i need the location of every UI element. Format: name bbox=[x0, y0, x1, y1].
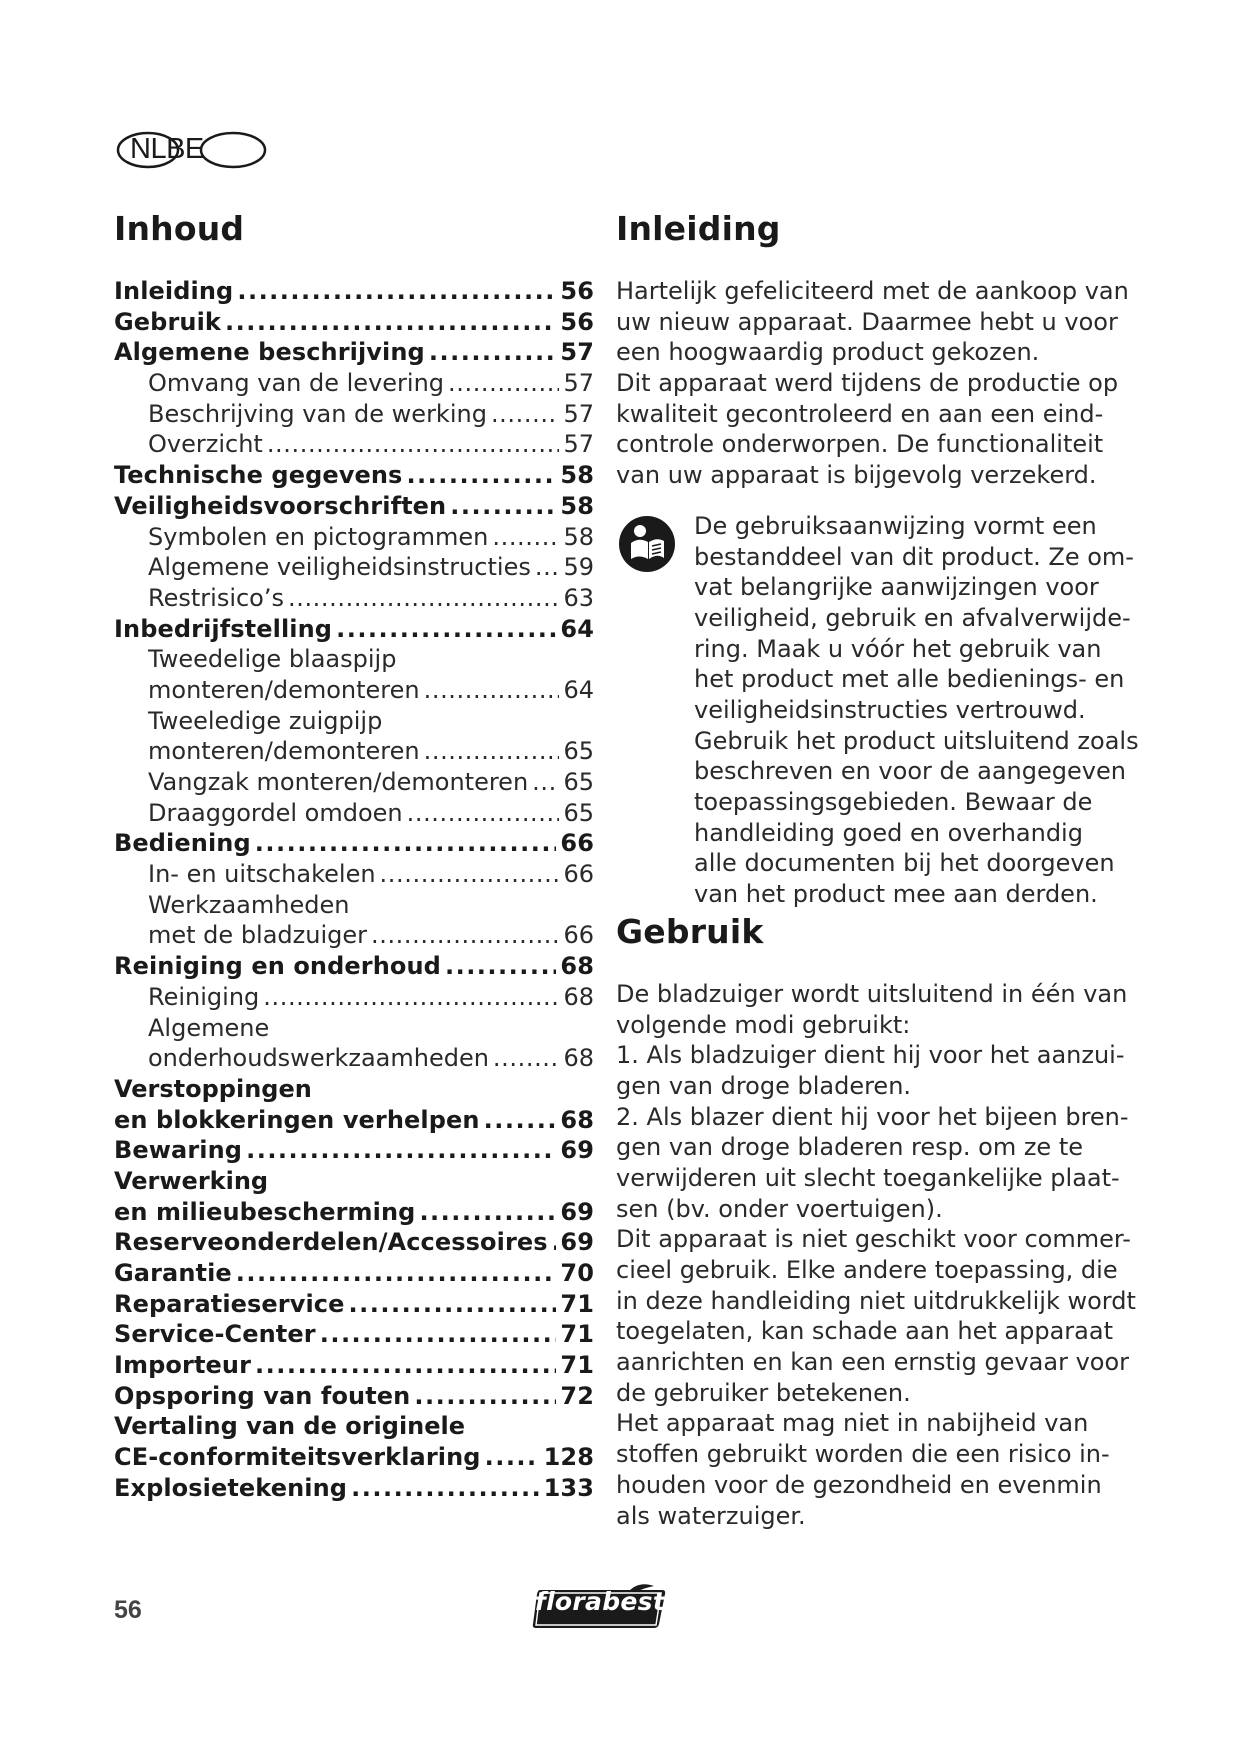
toc-entry-label: met de bladzuiger bbox=[148, 921, 367, 950]
text-line: Dit apparaat werd tijdens de productie op bbox=[616, 369, 1119, 398]
text-line: vat belangrijke aanwijzingen voor bbox=[694, 573, 1099, 602]
text-line: een hoogwaardig product gekozen. bbox=[616, 338, 1040, 367]
text-line: toegelaten, kan schade aan het apparaat bbox=[616, 1317, 1113, 1346]
text-line: bestanddeel van dit product. Ze om- bbox=[694, 542, 1134, 571]
toc-entry-label: Veiligheidsvoorschriften bbox=[114, 491, 447, 520]
page-number: 56 bbox=[114, 1596, 142, 1624]
toc-entry-page: 58 bbox=[560, 491, 594, 520]
toc-entry bbox=[114, 552, 594, 583]
toc-leader-dots bbox=[419, 1197, 556, 1228]
text-line: handleiding goed en overhandig bbox=[694, 818, 1083, 847]
toc-entry-label: Opsporing van fouten bbox=[114, 1381, 411, 1410]
toc-leader-dots bbox=[246, 1135, 556, 1166]
toc-entry-page: 68 bbox=[563, 1044, 594, 1073]
toc-leader-dots bbox=[535, 552, 560, 583]
toc-entry-label: Bediening bbox=[114, 829, 251, 858]
toc-entry bbox=[114, 675, 594, 706]
toc-entry-page: 71 bbox=[560, 1320, 594, 1349]
text-line: gen van droge bladeren resp. om ze te bbox=[616, 1133, 1083, 1162]
toc-entry-label: Algemene bbox=[148, 1013, 270, 1042]
toc-entry-label: monteren/demonteren bbox=[148, 675, 420, 704]
toc-leader-dots bbox=[336, 614, 556, 645]
toc-entry-page: 57 bbox=[563, 430, 594, 459]
section-title-inleiding: Inleiding bbox=[616, 209, 781, 248]
toc-entry-page: 63 bbox=[563, 583, 594, 612]
text-line: uw nieuw apparaat. Daarmee hebt u voor bbox=[616, 307, 1118, 336]
toc-entry-label: Inbedrijfstelling bbox=[114, 614, 333, 643]
toc-entry-page: 133 bbox=[543, 1473, 594, 1502]
toc-entry bbox=[114, 982, 594, 1013]
toc-entry-label: Importeur bbox=[114, 1351, 252, 1380]
toc-leader-dots bbox=[493, 1043, 560, 1074]
text-line: beschreven en voor de aangegeven bbox=[694, 757, 1126, 786]
manual-notice-text bbox=[694, 511, 1139, 910]
toc-entry-label: Reserveonderdelen/Accessoires bbox=[114, 1228, 548, 1257]
text-line: de gebruiker betekenen. bbox=[616, 1378, 911, 1407]
toc-entry bbox=[114, 583, 594, 614]
text-line: Het apparaat mag niet in nabijheid van bbox=[616, 1409, 1089, 1438]
toc-entry-label: en milieubescherming bbox=[114, 1197, 416, 1226]
toc-entry-label: Vangzak monteren/demonteren bbox=[148, 768, 529, 796]
toc-entry-label: Algemene veiligheidsinstructies bbox=[148, 553, 531, 582]
toc-entry bbox=[114, 491, 594, 522]
toc-title: Inhoud bbox=[114, 209, 245, 248]
toc-entry bbox=[114, 1289, 594, 1320]
toc-leader-dots bbox=[380, 859, 560, 890]
text-line: 2. Als blazer dient hij voor het bijeen bren- bbox=[616, 1102, 1129, 1131]
toc-entry-page: 58 bbox=[560, 461, 594, 490]
toc-entry-page: 58 bbox=[563, 522, 594, 551]
text-line: veiligheid, gebruik en afvalverwijde- bbox=[694, 603, 1131, 632]
toc-entry-label: Beschrijving van de werking bbox=[148, 399, 487, 428]
toc-entry-page: 57 bbox=[563, 369, 594, 398]
toc-entry-label: Reiniging bbox=[148, 982, 260, 1011]
text-line: het product met alle bedienings- en bbox=[694, 665, 1125, 694]
toc-leader-dots bbox=[450, 491, 556, 522]
toc-entry-page: 70 bbox=[560, 1259, 594, 1287]
language-badge bbox=[116, 130, 268, 170]
toc-leader-dots bbox=[237, 276, 556, 307]
text-line: 1. Als bladzuiger dient hij voor het aanzui- bbox=[616, 1041, 1125, 1070]
toc-entry bbox=[114, 767, 594, 798]
toc-leader-dots bbox=[267, 429, 560, 460]
text-line: Dit apparaat is niet geschikt voor commer- bbox=[616, 1225, 1131, 1254]
toc-entry bbox=[114, 276, 594, 307]
toc-entry-label: Inleiding bbox=[114, 277, 234, 305]
toc-entry-label: Bewaring bbox=[114, 1136, 243, 1165]
toc-leader-dots bbox=[225, 307, 556, 338]
toc-entry-page: 56 bbox=[560, 307, 594, 336]
toc-leader-dots bbox=[484, 1105, 557, 1136]
text-line: cieel gebruik. Elke andere toepassing, die bbox=[616, 1256, 1118, 1284]
toc-entry bbox=[114, 429, 594, 460]
toc-entry bbox=[114, 890, 594, 921]
toc-entry-label: Technische gegevens bbox=[114, 461, 403, 490]
toc-entry bbox=[114, 1319, 594, 1350]
toc-entry-label: Reiniging en onderhoud bbox=[114, 952, 441, 981]
toc-leader-dots bbox=[445, 951, 556, 982]
text-line: gen van droge bladeren. bbox=[616, 1071, 912, 1100]
text-line: in deze handleiding niet uitdrukkelijk wordt bbox=[616, 1286, 1136, 1315]
text-line: Gebruik het product uitsluitend zoals bbox=[694, 726, 1139, 755]
toc-entry-label: Omvang van de levering bbox=[148, 369, 445, 398]
toc-entry-page: 64 bbox=[560, 614, 594, 643]
toc-entry-page: 71 bbox=[560, 1289, 594, 1318]
toc-entry-label: Verstoppingen bbox=[114, 1074, 312, 1103]
toc-entry-label: Service-Center bbox=[114, 1320, 316, 1349]
toc-leader-dots bbox=[371, 920, 559, 951]
toc-entry bbox=[114, 399, 594, 430]
text-line: verwijderen uit slecht toegankelijke plaat- bbox=[616, 1163, 1120, 1192]
toc-entry-label: Algemene beschrijving bbox=[114, 338, 425, 367]
toc-entry-label: en blokkeringen verhelpen bbox=[114, 1105, 480, 1134]
text-line: houden voor de gezondheid en evenmin bbox=[616, 1470, 1102, 1499]
text-line: van het product mee aan derden. bbox=[694, 880, 1098, 909]
toc-entry-label: Werkzaamheden bbox=[148, 890, 350, 919]
toc-entry-label: Tweedelige blaaspijp bbox=[148, 645, 397, 674]
toc-entry-page: 57 bbox=[563, 399, 594, 428]
text-line: controle onderworpen. De functionaliteit bbox=[616, 430, 1104, 459]
toc-entry-page: 66 bbox=[563, 921, 594, 950]
toc-entry-page: 64 bbox=[563, 675, 594, 704]
toc-list bbox=[114, 276, 594, 1504]
toc-entry-page: 68 bbox=[560, 1105, 594, 1134]
toc-entry bbox=[114, 614, 594, 645]
toc-entry-page: 65 bbox=[563, 768, 594, 796]
text-line: ring. Maak u vóór het gebruik van bbox=[694, 634, 1102, 663]
manual-notice bbox=[616, 511, 1139, 909]
brand-name: florabest bbox=[534, 1587, 666, 1616]
toc-entry-page: 66 bbox=[563, 860, 594, 889]
toc-entry bbox=[114, 828, 594, 859]
toc-leader-dots bbox=[255, 828, 557, 859]
text-line: aanrichten en kan een ernstig gevaar voor bbox=[616, 1348, 1129, 1377]
toc-entry bbox=[114, 798, 594, 829]
toc-leader-dots bbox=[424, 675, 560, 706]
inleiding-paragraph bbox=[616, 276, 1129, 491]
toc-leader-dots bbox=[255, 1350, 556, 1381]
toc-leader-dots bbox=[351, 1473, 540, 1504]
toc-entry-page: 56 bbox=[560, 277, 594, 305]
toc-entry bbox=[114, 307, 594, 338]
toc-entry-label: Tweeledige zuigpijp bbox=[148, 706, 383, 735]
toc-entry bbox=[114, 920, 594, 951]
text-line: als waterzuiger. bbox=[616, 1501, 806, 1530]
toc-entry bbox=[114, 1442, 594, 1473]
toc-entry-label: In- en uitschakelen bbox=[148, 860, 376, 889]
toc-entry bbox=[114, 1043, 594, 1074]
text-line: De bladzuiger wordt uitsluitend in één van bbox=[616, 979, 1128, 1008]
toc-entry-page: 66 bbox=[560, 829, 594, 858]
section-title-gebruik: Gebruik bbox=[616, 911, 764, 951]
toc-leader-dots bbox=[448, 368, 559, 399]
toc-entry-label: Reparatieservice bbox=[114, 1289, 345, 1318]
toc-entry-page: 65 bbox=[563, 798, 594, 827]
text-line: volgende modi gebruikt: bbox=[616, 1010, 911, 1039]
toc-entry bbox=[114, 1166, 594, 1197]
toc-leader-dots bbox=[288, 583, 559, 614]
text-line: veiligheidsinstructies vertrouwd. bbox=[694, 695, 1086, 724]
language-code: NLBE bbox=[130, 133, 204, 165]
toc-entry-label: onderhoudswerkzaamheden bbox=[148, 1044, 489, 1073]
toc-entry bbox=[114, 1074, 594, 1105]
text-line: kwaliteit gecontroleerd en aan een eind- bbox=[616, 399, 1104, 428]
toc-leader-dots bbox=[263, 982, 559, 1013]
toc-entry-label: Restrisico’s bbox=[148, 583, 284, 612]
toc-entry-page: 69 bbox=[560, 1197, 594, 1226]
toc-entry-label: Symbolen en pictogrammen bbox=[148, 522, 489, 551]
toc-entry bbox=[114, 460, 594, 491]
toc-entry-label: Gebruik bbox=[114, 307, 221, 336]
toc-entry bbox=[114, 1381, 594, 1412]
toc-entry-page: 71 bbox=[560, 1351, 594, 1380]
toc-entry-page: 68 bbox=[560, 952, 594, 981]
toc-entry-label: Garantie bbox=[114, 1259, 232, 1287]
toc-entry bbox=[114, 951, 594, 982]
text-line: alle documenten bij het doorgeven bbox=[694, 849, 1115, 878]
toc-leader-dots bbox=[407, 798, 560, 829]
toc-leader-dots bbox=[492, 522, 559, 553]
toc-leader-dots bbox=[320, 1319, 557, 1350]
toc-entry-label: monteren/demonteren bbox=[148, 737, 420, 766]
toc-entry bbox=[114, 736, 594, 767]
toc-entry-page: 65 bbox=[563, 737, 594, 766]
gebruik-paragraph bbox=[616, 979, 1136, 1531]
toc-entry-page: 69 bbox=[560, 1228, 594, 1257]
toc-leader-dots bbox=[491, 399, 560, 430]
text-line: De gebruiksaanwijzing vormt een bbox=[694, 511, 1097, 540]
toc-entry bbox=[114, 368, 594, 399]
brand-logo bbox=[532, 1584, 668, 1630]
toc-entry-label: Explosietekening bbox=[114, 1473, 348, 1502]
toc-entry-page: 68 bbox=[563, 982, 594, 1011]
text-line: Hartelijk gefeliciteerd met de aankoop van bbox=[616, 277, 1129, 305]
toc-entry bbox=[114, 644, 594, 675]
toc-entry bbox=[114, 859, 594, 890]
toc-entry bbox=[114, 1105, 594, 1136]
toc-leader-dots bbox=[406, 460, 556, 491]
toc-entry-page: 57 bbox=[560, 338, 594, 367]
toc-entry-page: 72 bbox=[560, 1381, 594, 1410]
toc-leader-dots bbox=[236, 1258, 557, 1289]
table-of-contents bbox=[114, 200, 594, 1504]
toc-entry bbox=[114, 706, 594, 737]
content-column bbox=[616, 200, 1139, 1531]
text-line: stoffen gebruikt worden die een risico in- bbox=[616, 1440, 1110, 1469]
toc-entry-label: Verwerking bbox=[114, 1166, 269, 1195]
toc-entry bbox=[114, 1350, 594, 1381]
toc-entry-label: Draaggordel omdoen bbox=[148, 798, 403, 827]
toc-entry-page: 69 bbox=[560, 1136, 594, 1165]
toc-entry bbox=[114, 1013, 594, 1044]
toc-entry bbox=[114, 1411, 594, 1442]
toc-entry-page: 59 bbox=[563, 553, 594, 582]
toc-leader-dots bbox=[552, 1227, 557, 1258]
toc-leader-dots bbox=[429, 337, 557, 368]
toc-leader-dots bbox=[485, 1442, 540, 1473]
toc-leader-dots bbox=[532, 767, 559, 798]
text-line: toepassingsgebieden. Bewaar de bbox=[694, 788, 1093, 816]
toc-entry bbox=[114, 1473, 594, 1504]
toc-entry-label: CE-conformiteitsverklaring bbox=[114, 1443, 481, 1472]
toc-leader-dots bbox=[414, 1381, 556, 1412]
read-manual-icon bbox=[618, 515, 676, 573]
toc-entry-label: Vertaling van de originele bbox=[114, 1412, 466, 1441]
toc-entry-page: 128 bbox=[543, 1443, 594, 1472]
toc-leader-dots bbox=[349, 1289, 557, 1320]
toc-entry bbox=[114, 1258, 594, 1289]
text-line: sen (bv. onder voertuigen). bbox=[616, 1194, 943, 1223]
toc-entry bbox=[114, 1135, 594, 1166]
toc-entry bbox=[114, 522, 594, 553]
toc-entry bbox=[114, 1227, 594, 1258]
toc-entry-label: Overzicht bbox=[148, 430, 263, 459]
toc-leader-dots bbox=[424, 736, 560, 767]
text-line: van uw apparaat is bijgevolg verzekerd. bbox=[616, 461, 1097, 490]
toc-entry bbox=[114, 1197, 594, 1228]
toc-entry bbox=[114, 337, 594, 368]
